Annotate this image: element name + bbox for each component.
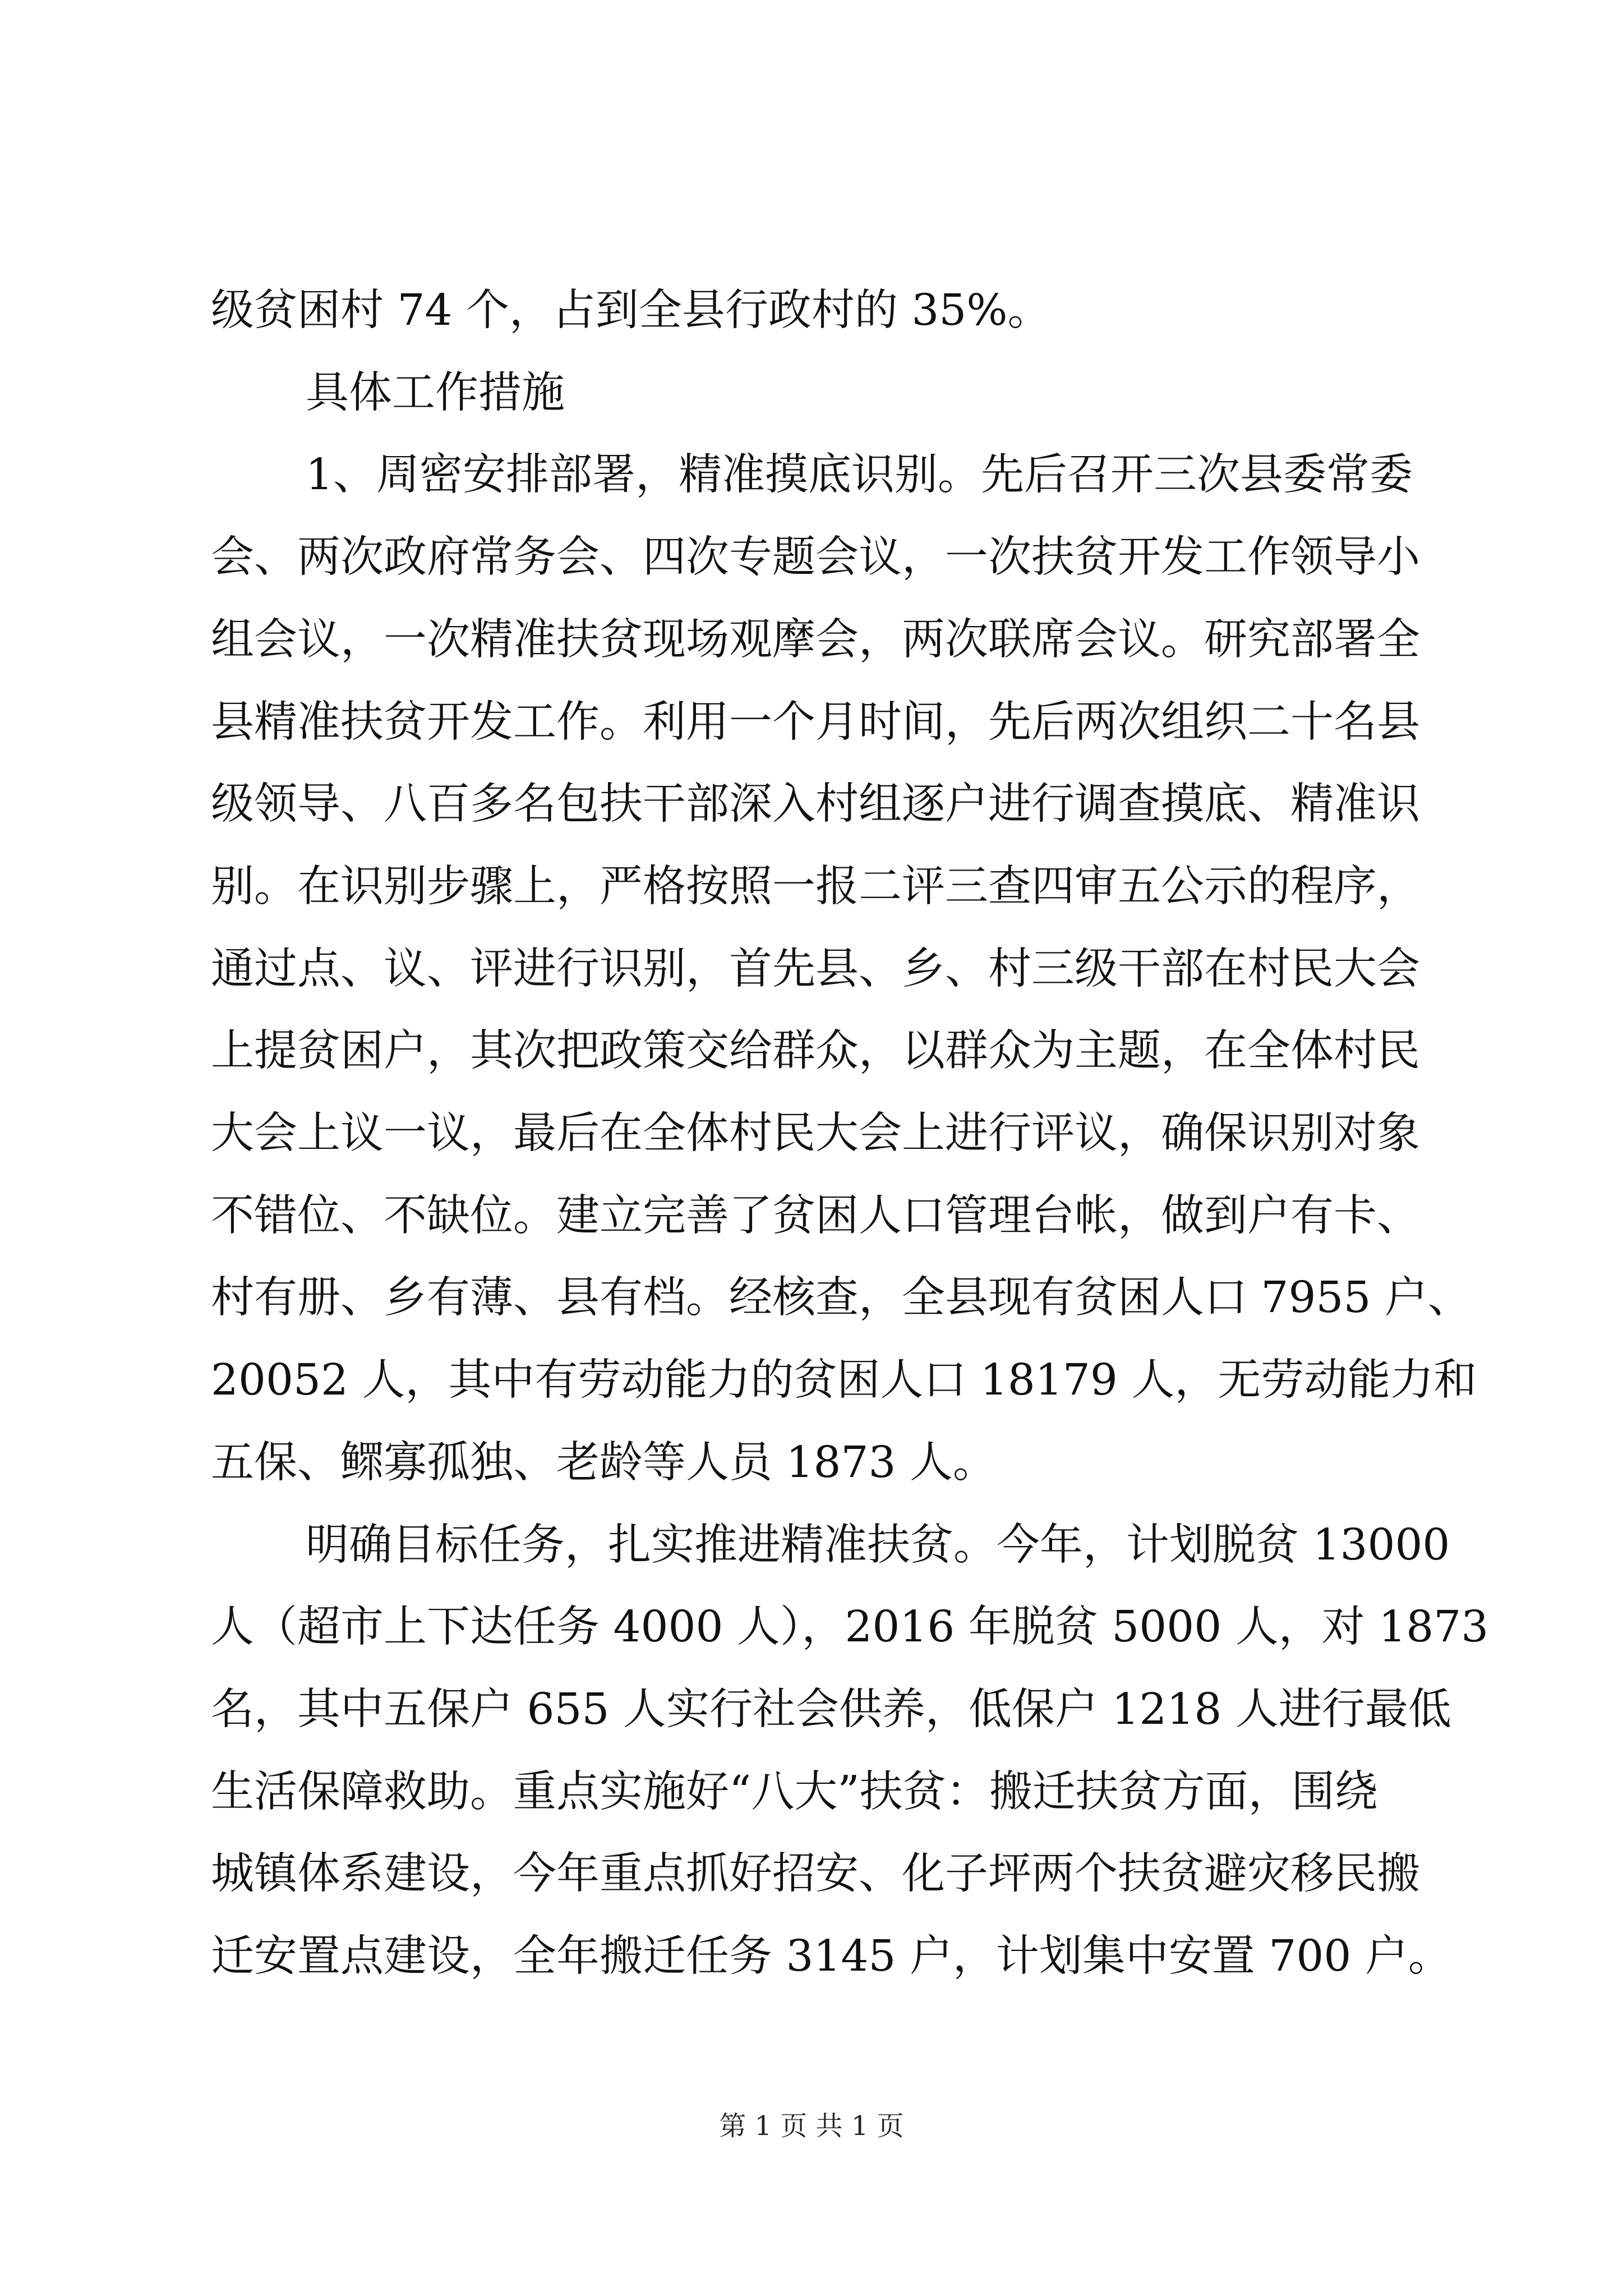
text-line-11: 大会上议一议，最后在全体村民大会上进行评议，确保识别对象 (211, 1108, 1420, 1158)
text-line-10: 上提贫困户，其次把政策交给群众，以群众为主题，在全体村民 (211, 1026, 1420, 1076)
text-line-5: 组会议，一次精准扶贫现场观摩会，两次联席会议。研究部署全 (211, 615, 1420, 665)
text-line-21: 迁安置点建设，全年搬迁任务 3145 户，计划集中安置 700 户。 (211, 1931, 1451, 1981)
text-line-15: 五保、鳏寡孤独、老龄等人员 1873 人。 (211, 1438, 996, 1488)
text-line-18: 名，其中五保户 655 人实行社会供养，低保户 1218 人进行最低 (211, 1685, 1451, 1734)
page-footer: 第 1 页 共 1 页 (719, 2110, 904, 2142)
text-line-20: 城镇体系建设，今年重点抓好招安、化子坪两个扶贫避灾移民搬 (211, 1849, 1420, 1899)
text-line-9: 通过点、议、评进行识别，首先县、乡、村三级干部在村民大会 (211, 944, 1420, 994)
text-line-19: 生活保障救助。重点实施好“八大”扶贫：搬迁扶贫方面，围绕 (211, 1767, 1378, 1817)
text-line-4: 会、两次政府常务会、四次专题会议，一次扶贫开发工作领导小 (211, 532, 1420, 582)
text-line-6: 县精准扶贫开发工作。利用一个月时间，先后两次组织二十名县 (211, 697, 1420, 747)
section-heading: 具体工作措施 (306, 368, 565, 418)
text-line-13: 村有册、乡有薄、县有档。经核查，全县现有贫困人口 7955 户、 (211, 1273, 1471, 1323)
text-line-14: 20052 人，其中有劳动能力的贫困人口 18179 人，无劳动能力和 (211, 1355, 1477, 1405)
text-line-16: 明确目标任务，扎实推进精准扶贫。今年，计划脱贫 13000 (306, 1520, 1450, 1570)
text-line-1: 级贫困村 74 个，占到全县行政村的 35%。 (211, 286, 1051, 335)
text-line-17: 人（超市上下达任务 4000 人），2016 年脱贫 5000 人，对 1873 (211, 1602, 1489, 1652)
text-line-3: 1、周密安排部署，精准摸底识别。先后召开三次县委常委 (306, 450, 1413, 500)
text-line-7: 级领导、八百多名包扶干部深入村组逐户进行调查摸底、精准识 (211, 779, 1420, 829)
text-line-8: 别。在识别步骤上，严格按照一报二评三查四审五公示的程序， (211, 862, 1420, 912)
text-line-12: 不错位、不缺位。建立完善了贫困人口管理台帐，做到户有卡、 (211, 1191, 1420, 1241)
